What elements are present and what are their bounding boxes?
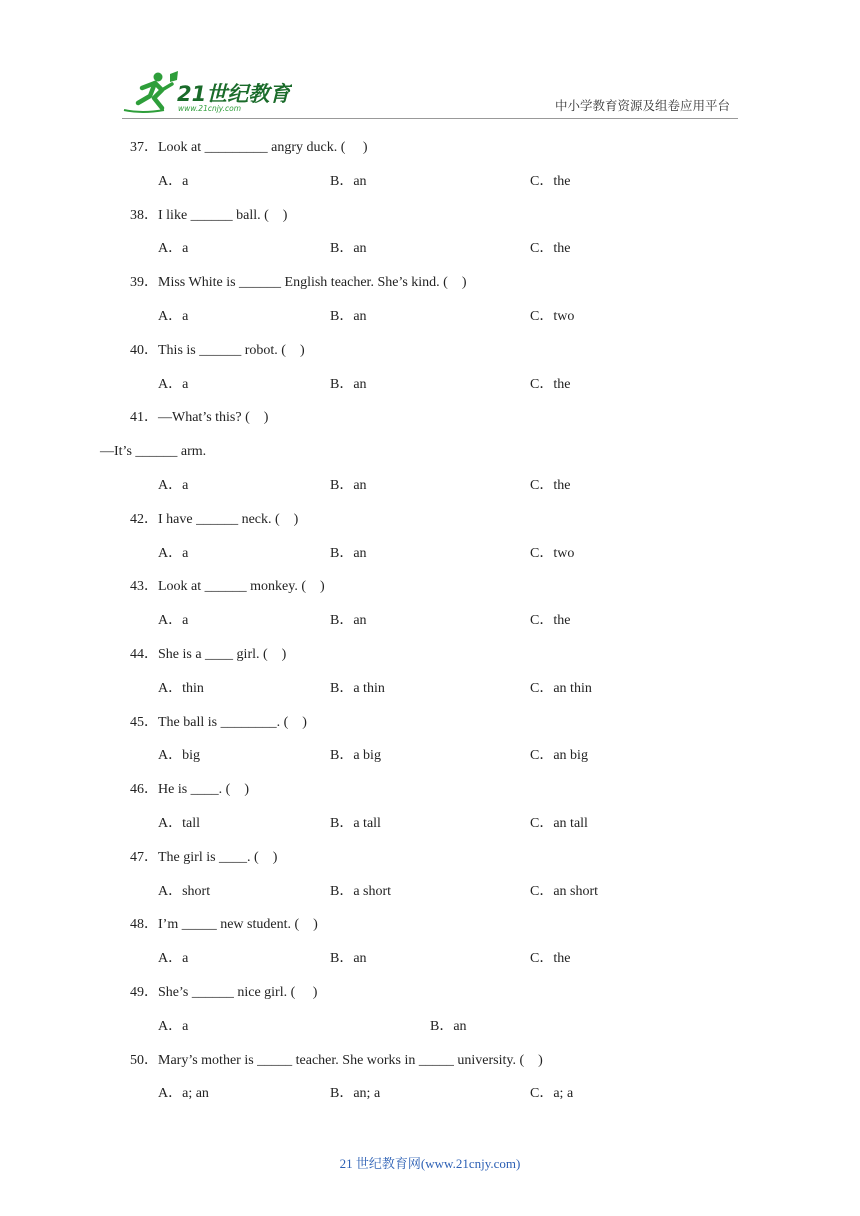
question-options (130, 677, 750, 711)
option-a[interactable]: A．a (158, 241, 189, 257)
page-footer[interactable]: 21 世纪教育网(www.21cnjy.com) (339, 1156, 521, 1171)
option-b[interactable]: B．an (330, 545, 367, 561)
option-a[interactable]: A．a (158, 477, 189, 493)
page-header (0, 0, 860, 125)
question-options (130, 880, 750, 914)
question-stem: 41．—What’s this? ( ) (130, 410, 269, 426)
question-stem: 38．I like ______ ball. ( ) (130, 207, 288, 223)
option-b[interactable]: B．an (330, 173, 367, 189)
option-c[interactable]: C．an big (530, 748, 588, 764)
question-stem: 37．Look at _________ angry duck. ( ) (130, 140, 368, 155)
option-b[interactable]: B．an (330, 376, 367, 392)
question-options (130, 373, 750, 407)
question-options (130, 947, 750, 981)
runner-logo-icon (122, 70, 292, 116)
question-options (130, 744, 750, 778)
option-b[interactable]: B．a tall (330, 815, 381, 831)
question-options (130, 542, 750, 576)
option-c[interactable]: C．the (530, 951, 571, 967)
question-options (130, 170, 750, 204)
option-a[interactable]: A．tall (158, 815, 200, 831)
option-c[interactable]: C．two (530, 545, 575, 561)
option-a[interactable]: A．a (158, 1018, 189, 1034)
logo (122, 70, 292, 116)
option-b[interactable]: B．an (330, 241, 367, 257)
header-divider (122, 118, 738, 119)
question-stem: 43．Look at ______ monkey. ( ) (130, 579, 325, 595)
option-b[interactable]: B．a short (330, 883, 392, 899)
question-stem: 50．Mary’s mother is _____ teacher. She works in _____ university. ( ) (130, 1052, 543, 1068)
option-c[interactable]: C．the (530, 376, 571, 392)
option-c[interactable]: C．a; a (530, 1086, 574, 1102)
option-b[interactable]: B．an (330, 308, 367, 324)
option-c[interactable]: C．an thin (530, 680, 592, 696)
question-stem: 40．This is ______ robot. ( ) (130, 342, 305, 358)
option-c[interactable]: C．the (530, 173, 571, 189)
option-a[interactable]: A．a (158, 173, 189, 189)
question-stem: 42．I have ______ neck. ( ) (130, 511, 299, 527)
option-a[interactable]: A．a (158, 951, 189, 967)
question-options (130, 1015, 750, 1049)
option-a[interactable]: A．a (158, 308, 189, 324)
svg-text:21世纪教育: 21世纪教育 (177, 82, 291, 106)
question-options (130, 237, 750, 271)
option-a[interactable]: A．a (158, 545, 189, 561)
option-a[interactable]: A．short (158, 883, 211, 899)
option-b[interactable]: B．a big (330, 748, 381, 764)
question-stem: 49．She’s ______ nice girl. ( ) (130, 984, 318, 1000)
header-platform-text: 中小学教育资源及组卷应用平台 (554, 99, 730, 113)
question-stem: 39．Miss White is ______ English teacher. She’s kind. ( ) (130, 275, 467, 291)
option-b[interactable]: B．an; a (330, 1086, 381, 1102)
option-c[interactable]: C．the (530, 613, 571, 629)
option-c[interactable]: C．the (530, 477, 571, 493)
question-stem: 44．She is a ____ girl. ( ) (130, 646, 287, 662)
question-stem: 48．I’m _____ new student. ( ) (130, 917, 318, 933)
question-list (100, 136, 750, 1116)
option-b[interactable]: B．an (330, 477, 367, 493)
option-b[interactable]: B．an (330, 613, 367, 629)
option-b[interactable]: B．a thin (330, 680, 385, 696)
question-options (130, 474, 750, 508)
option-c[interactable]: C．an short (530, 883, 599, 899)
option-a[interactable]: A．thin (158, 680, 204, 696)
option-c[interactable]: C．an tall (530, 815, 588, 831)
option-c[interactable]: C．two (530, 308, 575, 324)
question-stem-reply: —It’s ______ arm. (100, 444, 207, 460)
question-options (130, 812, 750, 846)
option-a[interactable]: A．a; an (158, 1086, 209, 1102)
option-b[interactable]: B．an (430, 1018, 467, 1034)
question-options (130, 609, 750, 643)
option-a[interactable]: A．a (158, 376, 189, 392)
question-options (130, 1082, 750, 1116)
question-stem: 46．He is ____. ( ) (130, 782, 249, 798)
option-a[interactable]: A．a (158, 613, 189, 629)
question-options (130, 305, 750, 339)
option-b[interactable]: B．an (330, 951, 367, 967)
option-c[interactable]: C．the (530, 241, 571, 257)
option-a[interactable]: A．big (158, 748, 200, 764)
question-stem: 47．The girl is ____. ( ) (130, 849, 278, 865)
question-stem: 45．The ball is ________. ( ) (130, 714, 307, 730)
svg-text:www.21cnjy.com: www.21cnjy.com (178, 104, 242, 113)
